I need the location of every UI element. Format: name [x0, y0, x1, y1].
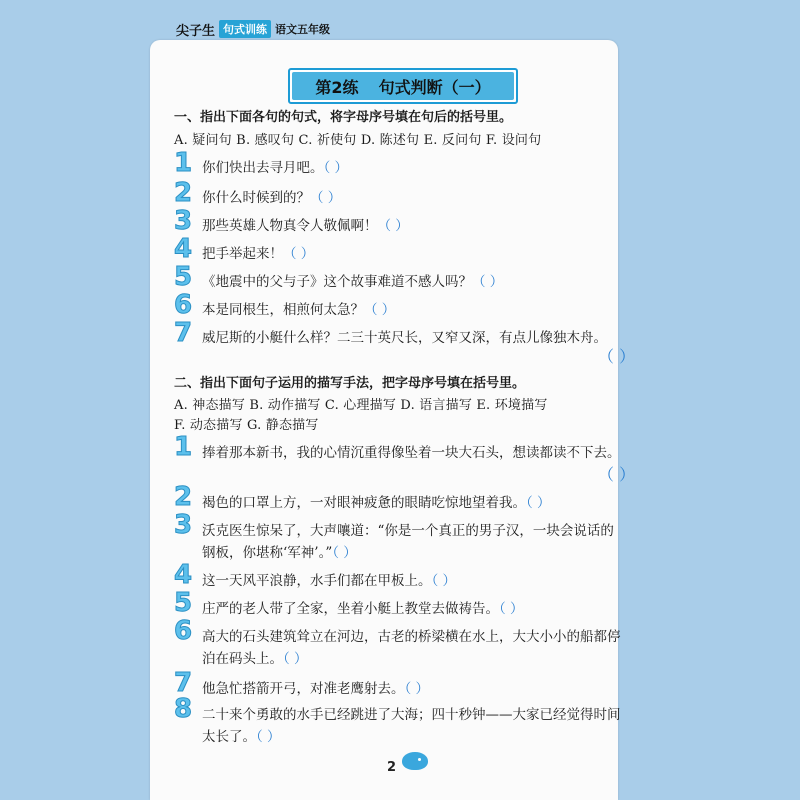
- question-text: 这一天风平浪静，水手们都在甲板上。（ ）: [202, 573, 457, 589]
- section1-heading: 一、指出下面各句的句式，将字母序号填在句后的括号里。: [174, 110, 513, 125]
- question-text: 威尼斯的小艇什么样？二三十英尺长，又窄又深，有点儿像独木舟。: [202, 330, 607, 346]
- answer-bracket[interactable]: （ ）: [364, 302, 396, 318]
- question-text: 庄严的老人带了全家，坐着小艇上教堂去做祷告。（ ）: [202, 601, 524, 617]
- section2-options-line2: F. 动态描写 G. 静态描写: [174, 418, 319, 433]
- question-text: 沃克医生惊呆了，大声嚷道：“你是一个真正的男子汉，一块会说话的: [202, 523, 614, 539]
- section2-options-line1: A. 神态描写 B. 动作描写 C. 心理描写 D. 语言描写 E. 环境描写: [174, 398, 548, 413]
- question-text: 褐色的口罩上方，一对眼神疲惫的眼睛吃惊地望着我。（ ）: [202, 495, 551, 511]
- question-number-icon: 1: [174, 148, 193, 178]
- exercise-number: 第2练: [315, 77, 359, 97]
- answer-bracket[interactable]: （ ）: [332, 545, 357, 561]
- section2-heading: 二、指出下面句子运用的描写手法，把字母序号填在括号里。: [174, 376, 526, 391]
- answer-bracket[interactable]: （ ）: [310, 190, 342, 206]
- series-tag: 句式训练: [219, 20, 271, 38]
- answer-bracket[interactable]: （ ）: [283, 651, 308, 667]
- question-text: 他急忙搭箭开弓，对准老鹰射去。（ ）: [202, 681, 430, 697]
- question-text: 你们快出去寻月吧。（ ）: [202, 160, 349, 176]
- answer-bracket[interactable]: （ ）: [283, 246, 315, 262]
- exercise-title: [288, 68, 518, 104]
- question-number-icon: 2: [174, 482, 193, 512]
- question-text: 把手举起来！（ ）: [202, 246, 315, 262]
- answer-bracket[interactable]: （ ）: [256, 729, 281, 745]
- question-number-icon: 6: [174, 290, 193, 320]
- question-text: 二十来个勇敢的水手已经跳进了大海；四十秒钟——大家已经觉得时间: [202, 707, 621, 723]
- whale-icon: [402, 752, 428, 770]
- answer-bracket[interactable]: （ ）: [431, 573, 457, 589]
- question-number-icon: 5: [174, 588, 193, 618]
- answer-bracket[interactable]: （ ）: [598, 465, 636, 484]
- answer-bracket[interactable]: （ ）: [526, 495, 551, 511]
- brand-name: 尖子生: [176, 23, 216, 39]
- answer-bracket[interactable]: （ ）: [404, 681, 430, 697]
- answer-bracket[interactable]: （ ）: [323, 160, 349, 176]
- page-number: 2: [387, 760, 397, 775]
- question-text: 本是同根生，相煎何太急？（ ）: [202, 302, 396, 318]
- question-number-icon: 7: [174, 668, 193, 698]
- answer-bracket[interactable]: （ ）: [598, 347, 636, 366]
- book-header: [176, 18, 330, 40]
- question-text-continued: 泊在码头上。（ ）: [202, 651, 308, 667]
- question-number-icon: 1: [174, 432, 193, 462]
- question-number-icon: 4: [174, 234, 193, 264]
- question-text: 《地震中的父与子》这个故事难道不感人吗？（ ）: [202, 274, 504, 290]
- question-number-icon: 6: [174, 616, 193, 646]
- question-number-icon: 5: [174, 262, 193, 292]
- question-number-icon: 7: [174, 318, 193, 348]
- question-text-continued: 钢板，你堪称‘军神’。”（ ）: [202, 545, 357, 561]
- question-number-icon: 3: [174, 206, 193, 236]
- question-number-icon: 2: [174, 178, 193, 208]
- grade-label: 语文五年级: [275, 23, 331, 36]
- question-text: 那些英雄人物真令人敬佩啊！（ ）: [202, 218, 409, 234]
- question-text: 高大的石头建筑耸立在河边，古老的桥梁横在水上，大大小小的船都停: [202, 629, 621, 645]
- section1-options: A. 疑问句 B. 感叹句 C. 祈使句 D. 陈述句 E. 反问句 F. 设问句: [174, 133, 542, 148]
- question-text: 你什么时候到的？（ ）: [202, 190, 342, 206]
- question-number-icon: 4: [174, 560, 193, 590]
- answer-bracket[interactable]: （ ）: [499, 601, 524, 617]
- question-number-icon: 3: [174, 510, 193, 540]
- question-number-icon: 8: [174, 694, 193, 724]
- whale-eye: [418, 758, 421, 761]
- answer-bracket[interactable]: （ ）: [377, 218, 409, 234]
- question-text: 捧着那本新书，我的心情沉重得像坠着一块大石头，想读都读不下去。: [202, 445, 621, 461]
- exercise-name: 句式判断（一）: [378, 77, 491, 97]
- answer-bracket[interactable]: （ ）: [472, 274, 504, 290]
- question-text-continued: 太长了。（ ）: [202, 729, 281, 745]
